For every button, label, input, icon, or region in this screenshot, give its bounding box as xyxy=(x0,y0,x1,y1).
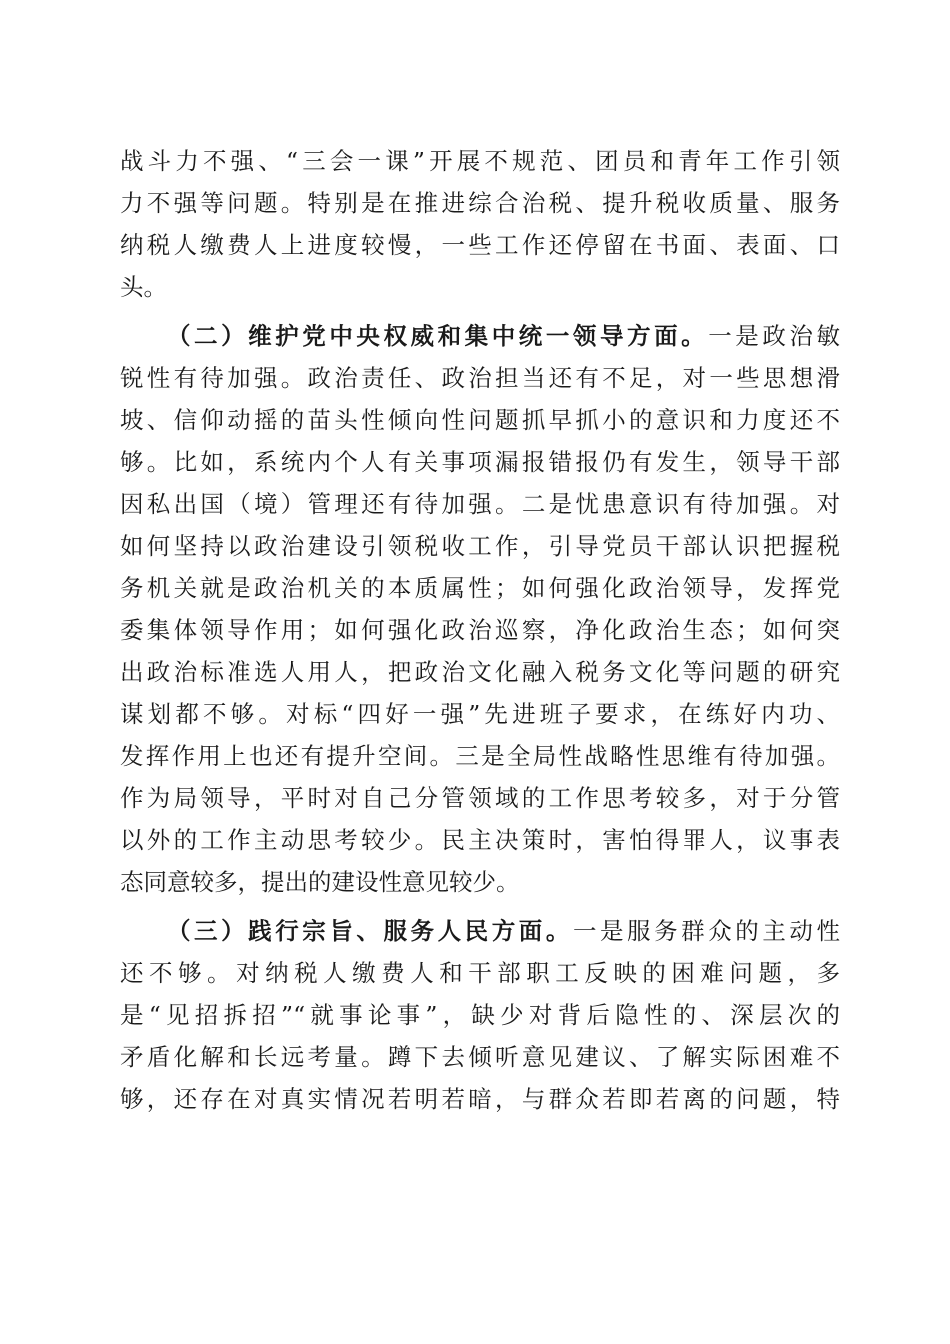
paragraph-2 xyxy=(120,315,840,903)
text-line: 态同意较多，提出的建设性意见较少。 xyxy=(120,868,520,896)
section-heading-3: （三）践行宗旨、服务人民方面。 xyxy=(167,917,573,945)
text-line: 头。 xyxy=(120,273,167,301)
text-line: 锐性有待加强。政治责任、政治担当还有不足，对一些思想滑 xyxy=(120,364,840,392)
section-heading-2: （二）维护党中央权威和集中统一领导方面。 xyxy=(167,322,709,350)
text-line: 以外的工作主动思考较少。民主决策时，害怕得罪人，议事表 xyxy=(120,826,840,854)
text-line: 出政治标准选人用人，把政治文化融入税务文化等问题的研究 xyxy=(120,658,840,686)
text-line xyxy=(120,315,840,357)
text-line: 战斗力不强、“三会一课”开展不规范、团员和青年工作引领 xyxy=(120,147,840,175)
text-line: 还不够。对纳税人缴费人和干部职工反映的困难问题，多 xyxy=(120,959,840,987)
text-line: 坡、信仰动摇的苗头性倾向性问题抓早抓小的意识和力度还不 xyxy=(120,406,840,434)
text-line xyxy=(120,910,840,952)
text-line: 如何坚持以政治建设引领税收工作，引导党员干部认识把握税 xyxy=(120,532,840,560)
text-line: 谋划都不够。对标“四好一强”先进班子要求，在练好内功、 xyxy=(120,700,840,728)
text-line: 作为局领导，平时对自己分管领域的工作思考较多，对于分管 xyxy=(120,784,840,812)
text-line: 是“见招拆招”“就事论事”，缺少对背后隐性的、深层次的 xyxy=(120,1001,840,1029)
text-line: 够。比如，系统内个人有关事项漏报错报仍有发生，领导干部 xyxy=(120,448,840,476)
text-line: 发挥作用上也还有提升空间。三是全局性战略性思维有待加强。 xyxy=(120,742,840,770)
text-run: 一是政治敏 xyxy=(708,322,840,350)
text-line: 因私出国（境）管理还有待加强。二是忧患意识有待加强。对 xyxy=(120,490,840,518)
paragraph-3 xyxy=(120,910,840,1120)
text-line: 委集体领导作用；如何强化政治巡察，净化政治生态；如何突 xyxy=(120,616,840,644)
text-line: 务机关就是政治机关的本质属性；如何强化政治领导，发挥党 xyxy=(120,574,840,602)
text-line: 力不强等问题。特别是在推进综合治税、提升税收质量、服务 xyxy=(120,189,840,217)
text-line: 纳税人缴费人上进度较慢，一些工作还停留在书面、表面、口 xyxy=(120,231,840,259)
text-run: 一是服务群众的主动性 xyxy=(572,917,840,945)
document-body xyxy=(120,140,840,1120)
text-line: 够，还存在对真实情况若明若暗，与群众若即若离的问题，特 xyxy=(120,1085,840,1113)
paragraph-1 xyxy=(120,140,840,308)
text-line: 矛盾化解和长远考量。蹲下去倾听意见建议、了解实际困难不 xyxy=(120,1043,840,1071)
